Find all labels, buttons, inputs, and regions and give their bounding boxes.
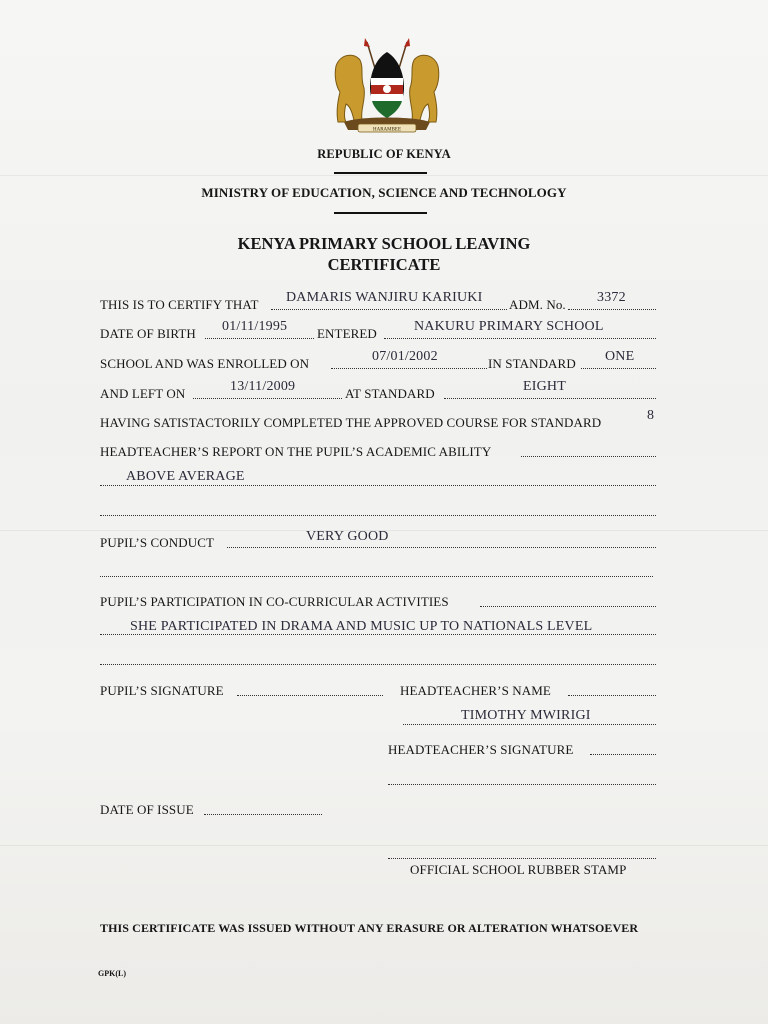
enrolled-label: SCHOOL AND WAS ENROLLED ON	[100, 356, 310, 371]
conduct-dotted-line-2	[100, 576, 653, 577]
divider	[334, 172, 427, 174]
head-signature-line-2	[388, 784, 656, 785]
date-of-issue-label: DATE OF ISSUE	[100, 802, 194, 817]
completed-label: HAVING SATISTACTORILY COMPLETED THE APPROVED COURSE FOR STANDARD	[100, 415, 602, 430]
pupil-signature-line	[237, 695, 383, 696]
cocurricular-value: SHE PARTICIPATED IN DRAMA AND MUSIC UP TO NATIONALS LEVEL	[130, 619, 593, 634]
report-label: HEADTEACHER’S REPORT ON THE PUPIL’S ACADEMIC ABILITY	[100, 444, 492, 459]
form-code: GPK(L)	[98, 969, 126, 978]
coat-of-arms-emblem	[330, 38, 444, 134]
completed-standard-value: 8	[647, 408, 655, 423]
student-name-value: DAMARIS WANJIRU KARIUKI	[286, 290, 483, 305]
conduct-dotted-line	[227, 547, 656, 548]
dob-value: 01/11/1995	[222, 319, 288, 334]
divider	[334, 212, 427, 214]
footer-notice: THIS CERTIFICATE WAS ISSUED WITHOUT ANY ERASURE OR ALTERATION WHATSOEVER	[100, 921, 639, 935]
head-name-label: HEADTEACHER’S NAME	[400, 683, 551, 698]
country-heading: REPUBLIC OF KENYA	[317, 147, 451, 161]
head-name-dotted-line	[568, 695, 656, 696]
cocurricular-dotted-line-3	[100, 664, 656, 665]
conduct-label: PUPIL’S CONDUCT	[100, 535, 215, 550]
head-signature-label: HEADTEACHER’S SIGNATURE	[388, 742, 574, 757]
left-on-dotted-line	[193, 398, 342, 399]
report-dotted-line	[521, 456, 656, 457]
school-dotted-line	[384, 338, 656, 339]
certificate-title-line2: CERTIFICATE	[327, 255, 441, 274]
certificate-title: KENYA PRIMARY SCHOOL LEAVING	[237, 234, 531, 253]
cocurricular-dotted-line	[480, 606, 656, 607]
enrolled-dotted-line	[331, 368, 487, 369]
at-standard-value: EIGHT	[523, 379, 566, 394]
stamp-label: OFFICIAL SCHOOL RUBBER STAMP	[410, 862, 627, 877]
school-value: NAKURU PRIMARY SCHOOL	[414, 319, 604, 334]
pupil-signature-label: PUPIL’S SIGNATURE	[100, 683, 224, 698]
conduct-value: VERY GOOD	[306, 529, 389, 544]
dob-dotted-line	[205, 338, 314, 339]
cocurricular-label: PUPIL’S PARTICIPATION IN CO-CURRICULAR ACTIVITIES	[100, 594, 449, 609]
enrolled-value: 07/01/2002	[372, 349, 438, 364]
stamp-line	[388, 858, 656, 859]
adm-no-label: ADM. No.	[509, 297, 566, 312]
head-signature-line	[590, 754, 656, 755]
ability-dotted-line	[100, 485, 656, 486]
dob-label: DATE OF BIRTH	[100, 326, 196, 341]
entered-label: ENTERED	[317, 326, 377, 341]
ministry-heading: MINISTRY OF EDUCATION, SCIENCE AND TECHNOLOGY	[201, 185, 567, 200]
head-name-value: TIMOTHY MWIRIGI	[461, 708, 591, 723]
at-standard-dotted-line	[444, 398, 656, 399]
adm-dotted-line	[568, 309, 656, 310]
head-name-dotted-line-2	[403, 724, 656, 725]
emblem-motto: HARAMBEE	[372, 127, 402, 133]
in-standard-label: IN STANDARD	[488, 356, 576, 371]
adm-no-value: 3372	[597, 290, 626, 305]
academic-ability-value: ABOVE AVERAGE	[126, 469, 245, 484]
in-standard-dotted-line	[581, 368, 656, 369]
in-standard-value: ONE	[605, 349, 635, 364]
date-of-issue-line	[204, 814, 322, 815]
left-on-value: 13/11/2009	[230, 379, 296, 394]
name-dotted-line	[271, 309, 507, 310]
left-on-label: AND LEFT ON	[100, 386, 186, 401]
certify-label: THIS IS TO CERTIFY THAT	[100, 297, 259, 312]
at-standard-label: AT STANDARD	[345, 386, 435, 401]
ability-dotted-line-2	[100, 515, 656, 516]
